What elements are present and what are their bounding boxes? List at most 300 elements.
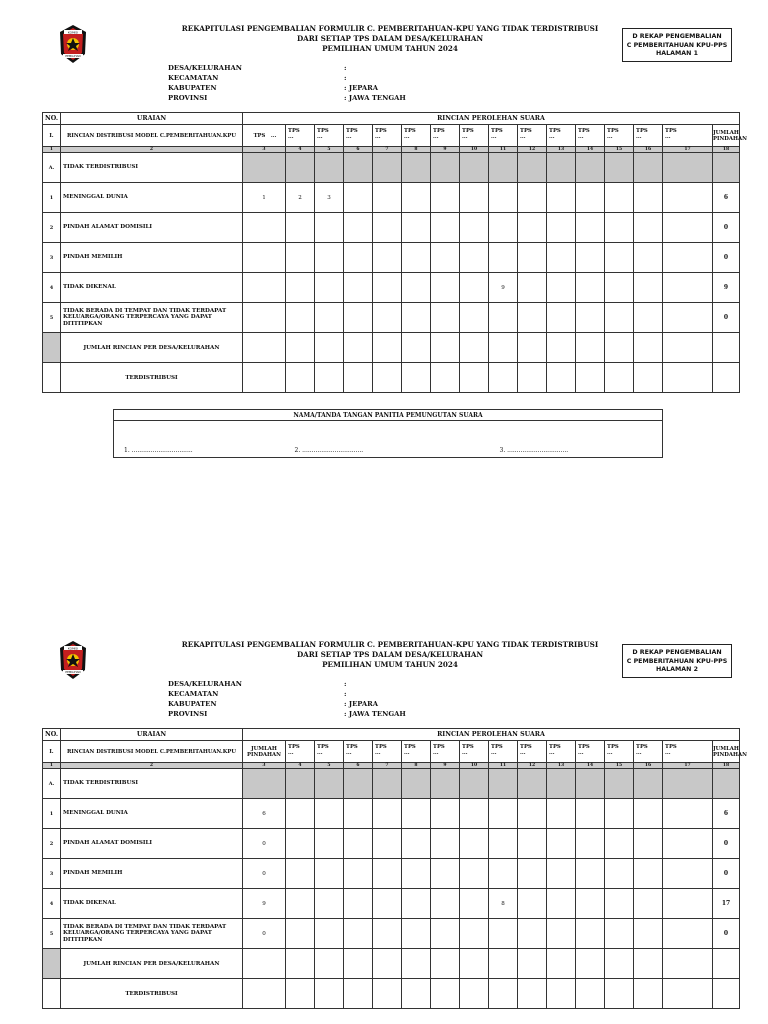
value-cell[interactable] xyxy=(315,213,344,243)
value-cell[interactable] xyxy=(518,979,547,1009)
value-cell[interactable] xyxy=(402,859,431,889)
value-cell[interactable] xyxy=(663,363,713,393)
value-cell[interactable] xyxy=(344,919,373,949)
value-cell[interactable] xyxy=(431,183,460,213)
value-cell[interactable]: 0 xyxy=(243,829,286,859)
value-cell[interactable] xyxy=(547,213,576,243)
value-cell[interactable] xyxy=(344,769,373,799)
value-cell[interactable] xyxy=(576,363,605,393)
value-cell[interactable] xyxy=(576,799,605,829)
value-cell[interactable] xyxy=(489,829,518,859)
value-cell[interactable]: 1 xyxy=(243,183,286,213)
value-cell[interactable] xyxy=(243,769,286,799)
value-cell[interactable] xyxy=(286,153,315,183)
value-cell[interactable] xyxy=(286,799,315,829)
value-cell[interactable] xyxy=(315,949,344,979)
value-cell[interactable] xyxy=(460,153,489,183)
value-cell[interactable] xyxy=(315,829,344,859)
value-cell[interactable] xyxy=(605,979,634,1009)
uraian-header: URAIAN xyxy=(61,729,243,741)
value-cell[interactable] xyxy=(547,363,576,393)
value-cell[interactable] xyxy=(518,919,547,949)
value-cell[interactable] xyxy=(460,273,489,303)
value-cell[interactable] xyxy=(431,363,460,393)
table-row xyxy=(43,153,740,183)
value-cell[interactable] xyxy=(373,919,402,949)
value-cell[interactable] xyxy=(460,829,489,859)
value-cell[interactable] xyxy=(634,829,663,859)
value-cell[interactable] xyxy=(460,333,489,363)
value-cell[interactable] xyxy=(402,949,431,979)
value-cell[interactable] xyxy=(402,183,431,213)
value-cell[interactable] xyxy=(547,979,576,1009)
value-cell[interactable]: 0 xyxy=(243,859,286,889)
row-total xyxy=(713,153,740,183)
value-cell[interactable] xyxy=(663,303,713,333)
value-cell[interactable] xyxy=(402,243,431,273)
value-cell[interactable] xyxy=(489,859,518,889)
value-cell[interactable] xyxy=(373,153,402,183)
value-cell[interactable] xyxy=(518,859,547,889)
value-cell[interactable] xyxy=(547,919,576,949)
value-cell[interactable] xyxy=(460,979,489,1009)
desa-label: DESA/KELURAHAN xyxy=(168,64,242,72)
provinsi-value: : JAWA TENGAH xyxy=(344,710,406,718)
value-cell[interactable] xyxy=(344,829,373,859)
value-cell[interactable] xyxy=(713,979,740,1009)
column-number: 10 xyxy=(460,763,489,769)
value-cell[interactable] xyxy=(518,363,547,393)
tps-header: TPS ... xyxy=(243,125,286,147)
value-cell[interactable] xyxy=(286,333,315,363)
value-cell[interactable] xyxy=(634,769,663,799)
table-row xyxy=(43,769,740,799)
value-cell[interactable] xyxy=(460,859,489,889)
value-cell[interactable] xyxy=(576,153,605,183)
value-cell[interactable] xyxy=(344,979,373,1009)
value-cell[interactable] xyxy=(547,799,576,829)
value-cell[interactable]: 9 xyxy=(489,273,518,303)
value-cell[interactable] xyxy=(663,979,713,1009)
value-cell[interactable] xyxy=(243,243,286,273)
value-cell[interactable] xyxy=(605,333,634,363)
rekap-line-2: C PEMBERITAHUAN KPU-PPS xyxy=(626,41,728,49)
value-cell[interactable] xyxy=(243,213,286,243)
value-cell[interactable] xyxy=(634,213,663,243)
value-cell[interactable]: 3 xyxy=(315,183,344,213)
value-cell[interactable] xyxy=(431,273,460,303)
value-cell[interactable]: 0 xyxy=(243,919,286,949)
column-number: 14 xyxy=(576,147,605,153)
value-cell[interactable] xyxy=(518,949,547,979)
value-cell[interactable] xyxy=(547,303,576,333)
table-row xyxy=(43,799,740,829)
value-cell[interactable] xyxy=(605,769,634,799)
value-cell[interactable] xyxy=(344,949,373,979)
value-cell[interactable] xyxy=(547,183,576,213)
value-cell[interactable] xyxy=(547,889,576,919)
rekap-line-1: D REKAP PENGEMBALIAN xyxy=(632,33,722,40)
value-cell[interactable] xyxy=(431,243,460,273)
value-cell[interactable] xyxy=(402,769,431,799)
value-cell[interactable] xyxy=(576,919,605,949)
value-cell[interactable] xyxy=(373,303,402,333)
value-cell[interactable] xyxy=(431,859,460,889)
value-cell[interactable] xyxy=(518,243,547,273)
value-cell[interactable] xyxy=(576,979,605,1009)
value-cell[interactable] xyxy=(547,829,576,859)
title-line-2: DARI SETIAP TPS DALAM DESA/KELURAHAN xyxy=(296,650,484,659)
value-cell[interactable] xyxy=(373,333,402,363)
value-cell[interactable] xyxy=(576,243,605,273)
value-cell[interactable] xyxy=(634,153,663,183)
value-cell[interactable] xyxy=(634,889,663,919)
value-cell[interactable] xyxy=(286,303,315,333)
value-cell[interactable] xyxy=(460,919,489,949)
value-cell[interactable] xyxy=(605,363,634,393)
value-cell[interactable] xyxy=(576,333,605,363)
value-cell[interactable] xyxy=(605,889,634,919)
value-cell[interactable] xyxy=(286,363,315,393)
row-number: 2 xyxy=(43,829,61,859)
value-cell[interactable] xyxy=(576,273,605,303)
value-cell[interactable] xyxy=(344,303,373,333)
value-cell[interactable] xyxy=(315,333,344,363)
value-cell[interactable] xyxy=(315,919,344,949)
value-cell[interactable] xyxy=(344,799,373,829)
value-cell[interactable] xyxy=(243,273,286,303)
value-cell[interactable] xyxy=(315,243,344,273)
value-cell[interactable] xyxy=(489,979,518,1009)
tps-column-header: TPS ... xyxy=(547,741,576,763)
value-cell[interactable]: 2 xyxy=(286,183,315,213)
value-cell[interactable] xyxy=(344,363,373,393)
table-row xyxy=(43,243,740,273)
value-cell[interactable] xyxy=(431,889,460,919)
value-cell[interactable] xyxy=(243,303,286,333)
value-cell[interactable] xyxy=(373,363,402,393)
value-cell[interactable] xyxy=(431,979,460,1009)
title-line-2: DARI SETIAP TPS DALAM DESA/KELURAHAN xyxy=(296,34,484,43)
value-cell[interactable] xyxy=(402,273,431,303)
value-cell[interactable] xyxy=(489,153,518,183)
value-cell[interactable] xyxy=(663,213,713,243)
value-cell[interactable] xyxy=(286,859,315,889)
value-cell[interactable] xyxy=(489,799,518,829)
value-cell[interactable] xyxy=(663,859,713,889)
value-cell[interactable] xyxy=(547,769,576,799)
value-cell[interactable] xyxy=(402,333,431,363)
value-cell[interactable] xyxy=(460,363,489,393)
value-cell[interactable]: 6 xyxy=(243,799,286,829)
tps-column-header: TPS ... xyxy=(315,741,344,763)
value-cell[interactable] xyxy=(663,829,713,859)
value-cell[interactable] xyxy=(402,919,431,949)
value-cell[interactable] xyxy=(315,889,344,919)
value-cell[interactable] xyxy=(634,333,663,363)
value-cell[interactable] xyxy=(402,363,431,393)
row-description: PINDAH MEMILIH xyxy=(61,859,243,889)
value-cell[interactable] xyxy=(576,889,605,919)
value-cell[interactable] xyxy=(286,213,315,243)
value-cell[interactable] xyxy=(547,243,576,273)
tps-column-header: TPS ... xyxy=(286,741,315,763)
value-cell[interactable] xyxy=(713,333,740,363)
value-cell[interactable] xyxy=(460,889,489,919)
value-cell[interactable] xyxy=(663,183,713,213)
value-cell[interactable] xyxy=(518,333,547,363)
table-row xyxy=(43,273,740,303)
value-cell[interactable] xyxy=(489,183,518,213)
value-cell[interactable] xyxy=(344,243,373,273)
value-cell[interactable] xyxy=(547,153,576,183)
value-cell[interactable] xyxy=(373,859,402,889)
value-cell[interactable] xyxy=(315,273,344,303)
column-number: 4 xyxy=(286,147,315,153)
value-cell[interactable] xyxy=(518,889,547,919)
signature-line-2[interactable]: 2. ................................ xyxy=(285,421,490,458)
value-cell[interactable] xyxy=(402,153,431,183)
value-cell[interactable] xyxy=(286,919,315,949)
value-cell[interactable] xyxy=(663,153,713,183)
value-cell[interactable] xyxy=(286,889,315,919)
value-cell[interactable] xyxy=(518,153,547,183)
value-cell[interactable] xyxy=(605,859,634,889)
value-cell[interactable] xyxy=(518,303,547,333)
value-cell[interactable] xyxy=(713,363,740,393)
value-cell[interactable] xyxy=(373,829,402,859)
value-cell[interactable] xyxy=(634,303,663,333)
terdistribusi-marker xyxy=(43,979,61,1009)
value-cell[interactable] xyxy=(634,859,663,889)
value-cell[interactable] xyxy=(489,303,518,333)
value-cell[interactable] xyxy=(373,979,402,1009)
value-cell[interactable] xyxy=(663,273,713,303)
value-cell[interactable] xyxy=(344,333,373,363)
value-cell[interactable] xyxy=(518,769,547,799)
value-cell[interactable] xyxy=(373,183,402,213)
value-cell[interactable] xyxy=(431,769,460,799)
value-cell[interactable] xyxy=(373,889,402,919)
value-cell[interactable] xyxy=(634,979,663,1009)
title-line-1: REKAPITULASI PENGEMBALIAN FORMULIR C. PEMBERITAHUAN-KPU YANG TIDAK TERDISTRIBUSI xyxy=(181,24,599,33)
value-cell[interactable] xyxy=(402,799,431,829)
value-cell[interactable] xyxy=(663,769,713,799)
value-cell[interactable] xyxy=(663,889,713,919)
row-description: MENINGGAL DUNIA xyxy=(61,799,243,829)
value-cell[interactable] xyxy=(431,919,460,949)
value-cell[interactable] xyxy=(460,213,489,243)
value-cell[interactable] xyxy=(576,183,605,213)
value-cell[interactable] xyxy=(286,273,315,303)
signature-line-1[interactable]: 1. ................................ xyxy=(114,421,285,458)
value-cell[interactable] xyxy=(518,213,547,243)
value-cell[interactable] xyxy=(373,273,402,303)
value-cell[interactable]: 8 xyxy=(489,889,518,919)
value-cell[interactable] xyxy=(344,859,373,889)
value-cell[interactable] xyxy=(663,799,713,829)
value-cell[interactable] xyxy=(460,949,489,979)
value-cell[interactable] xyxy=(547,333,576,363)
value-cell[interactable] xyxy=(431,333,460,363)
value-cell[interactable] xyxy=(431,949,460,979)
value-cell[interactable] xyxy=(344,889,373,919)
value-cell[interactable] xyxy=(605,303,634,333)
value-cell[interactable] xyxy=(402,303,431,333)
value-cell[interactable] xyxy=(547,859,576,889)
value-cell[interactable] xyxy=(315,303,344,333)
value-cell[interactable] xyxy=(634,243,663,273)
value-cell[interactable] xyxy=(460,303,489,333)
value-cell[interactable] xyxy=(576,829,605,859)
value-cell[interactable] xyxy=(576,303,605,333)
value-cell[interactable] xyxy=(373,799,402,829)
value-cell[interactable] xyxy=(663,243,713,273)
value-cell[interactable] xyxy=(489,769,518,799)
value-cell[interactable] xyxy=(634,919,663,949)
tps-column-header: TPS ... xyxy=(373,125,402,147)
value-cell[interactable] xyxy=(634,273,663,303)
value-cell[interactable] xyxy=(460,183,489,213)
value-cell[interactable] xyxy=(663,333,713,363)
tps-column-header: TPS ... xyxy=(634,741,663,763)
tps-column-header: TPS ... xyxy=(402,125,431,147)
value-cell[interactable] xyxy=(315,979,344,1009)
value-cell[interactable] xyxy=(373,243,402,273)
value-cell[interactable] xyxy=(605,829,634,859)
signature-title: NAMA/TANDA TANGAN PANITIA PEMUNGUTAN SUARA xyxy=(114,410,663,421)
jumlah-label: JUMLAH RINCIAN PER DESA/KELURAHAN xyxy=(61,949,243,979)
jumlah-pindahan-header: JUMLAH PINDAHAN xyxy=(713,741,740,763)
tps-column-header: TPS ... xyxy=(489,741,518,763)
value-cell[interactable] xyxy=(315,153,344,183)
value-cell[interactable] xyxy=(431,213,460,243)
value-cell[interactable] xyxy=(402,829,431,859)
value-cell[interactable] xyxy=(518,829,547,859)
value-cell[interactable] xyxy=(373,949,402,979)
value-cell[interactable] xyxy=(489,949,518,979)
row-total: 0 xyxy=(713,243,740,273)
value-cell[interactable] xyxy=(243,363,286,393)
value-cell[interactable] xyxy=(431,829,460,859)
tps-column-header: TPS ... xyxy=(547,125,576,147)
column-number: 6 xyxy=(344,763,373,769)
value-cell[interactable] xyxy=(489,333,518,363)
value-cell[interactable] xyxy=(344,273,373,303)
value-cell[interactable] xyxy=(431,799,460,829)
value-cell[interactable] xyxy=(315,769,344,799)
signature-table xyxy=(113,409,663,458)
value-cell[interactable] xyxy=(605,949,634,979)
value-cell[interactable] xyxy=(605,919,634,949)
value-cell[interactable] xyxy=(605,273,634,303)
table-row xyxy=(43,213,740,243)
provinsi-label: PROVINSI xyxy=(168,710,208,718)
value-cell[interactable] xyxy=(634,799,663,829)
value-cell[interactable] xyxy=(243,949,286,979)
svg-text:KOMISI: KOMISI xyxy=(67,30,79,35)
value-cell[interactable] xyxy=(576,769,605,799)
value-cell[interactable] xyxy=(243,979,286,1009)
value-cell[interactable] xyxy=(518,273,547,303)
value-cell[interactable] xyxy=(547,949,576,979)
signature-line-3[interactable]: 3. ................................ xyxy=(490,421,663,458)
value-cell[interactable] xyxy=(576,949,605,979)
value-cell[interactable] xyxy=(402,889,431,919)
row-description: TIDAK BERADA DI TEMPAT DAN TIDAK TERDAPAT KELUARGA/ORANG TERPERCAYA YANG DAPAT DITITIPKAN xyxy=(61,303,243,333)
value-cell[interactable] xyxy=(489,243,518,273)
value-cell[interactable] xyxy=(460,799,489,829)
value-cell[interactable] xyxy=(286,829,315,859)
value-cell[interactable] xyxy=(243,333,286,363)
value-cell[interactable] xyxy=(576,213,605,243)
column-number: 15 xyxy=(605,147,634,153)
value-cell[interactable] xyxy=(489,213,518,243)
value-cell[interactable] xyxy=(286,949,315,979)
tps-header-row xyxy=(43,125,740,147)
value-cell[interactable] xyxy=(286,769,315,799)
column-number: 16 xyxy=(634,763,663,769)
value-cell[interactable] xyxy=(634,183,663,213)
value-cell[interactable] xyxy=(605,799,634,829)
value-cell[interactable] xyxy=(315,859,344,889)
tps-column-header: TPS ... xyxy=(431,125,460,147)
value-cell[interactable] xyxy=(315,799,344,829)
value-cell[interactable] xyxy=(431,303,460,333)
value-cell[interactable] xyxy=(344,213,373,243)
terdistribusi-label: TERDISTRIBUSI xyxy=(61,979,243,1009)
value-cell[interactable] xyxy=(663,949,713,979)
value-cell[interactable] xyxy=(605,213,634,243)
value-cell[interactable] xyxy=(373,769,402,799)
kecamatan-value: : xyxy=(344,74,347,82)
value-cell[interactable]: 9 xyxy=(243,889,286,919)
value-cell[interactable] xyxy=(489,363,518,393)
value-cell[interactable] xyxy=(605,153,634,183)
value-cell[interactable] xyxy=(605,243,634,273)
value-cell[interactable] xyxy=(663,919,713,949)
tps-column-header: TPS ... xyxy=(315,125,344,147)
value-cell[interactable] xyxy=(518,799,547,829)
value-cell[interactable] xyxy=(402,213,431,243)
value-cell[interactable] xyxy=(402,979,431,1009)
value-cell[interactable] xyxy=(634,363,663,393)
value-cell[interactable] xyxy=(605,183,634,213)
value-cell[interactable] xyxy=(576,859,605,889)
column-number: 5 xyxy=(315,147,344,153)
value-cell[interactable] xyxy=(286,243,315,273)
value-cell[interactable] xyxy=(518,183,547,213)
value-cell[interactable] xyxy=(373,213,402,243)
value-cell[interactable] xyxy=(460,243,489,273)
value-cell[interactable] xyxy=(431,153,460,183)
value-cell[interactable] xyxy=(547,273,576,303)
desa-label: DESA/KELURAHAN xyxy=(168,680,242,688)
value-cell[interactable] xyxy=(286,979,315,1009)
rekap-line-1: D REKAP PENGEMBALIAN xyxy=(632,649,722,656)
value-cell[interactable] xyxy=(344,183,373,213)
value-cell[interactable] xyxy=(344,153,373,183)
value-cell[interactable] xyxy=(634,949,663,979)
value-cell[interactable] xyxy=(713,949,740,979)
value-cell[interactable] xyxy=(243,153,286,183)
tps-column-header: TPS ... xyxy=(518,125,547,147)
row-number: 4 xyxy=(43,273,61,303)
value-cell[interactable] xyxy=(489,919,518,949)
value-cell[interactable] xyxy=(460,769,489,799)
value-cell[interactable] xyxy=(315,363,344,393)
row-total: 9 xyxy=(713,273,740,303)
